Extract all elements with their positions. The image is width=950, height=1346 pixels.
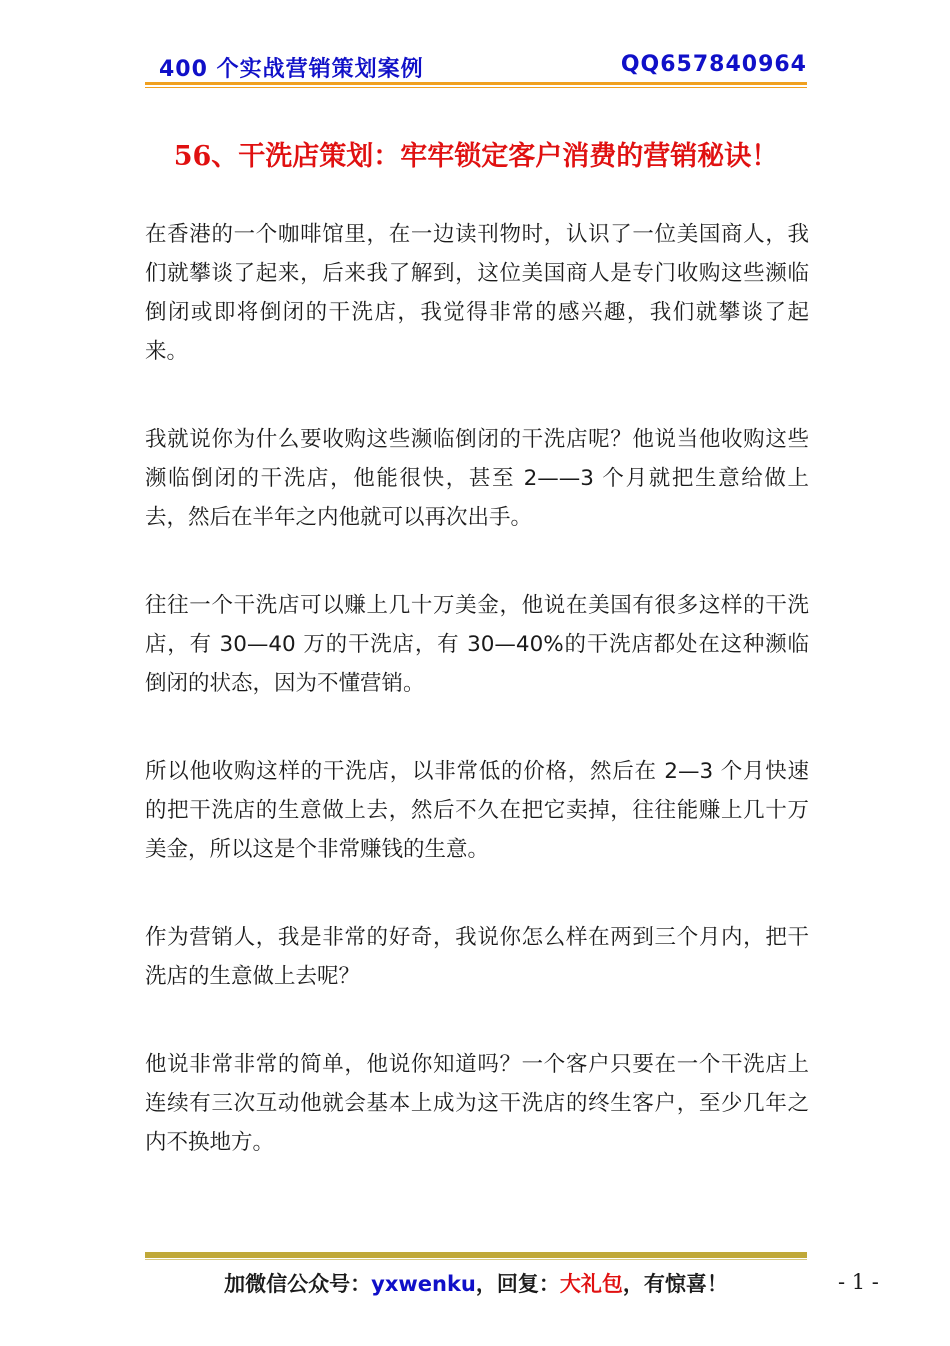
footer-divider — [145, 1252, 807, 1258]
footer-keyword: 大礼包 — [559, 1272, 623, 1296]
header-series-title: 400 个实战营销策划案例 — [159, 57, 424, 82]
footer-middle: ，回复： — [475, 1272, 560, 1296]
paragraph: 往往一个干洗店可以赚上几十万美金，他说在美国有很多这样的干洗店，有 30—40 万的干洗店，有 30—40%的干洗店都处在这种濒临倒闭的状态，因为不懂营销。 — [145, 593, 809, 696]
article-body — [145, 215, 809, 1211]
paragraph: 所以他收购这样的干洗店，以非常低的价格，然后在 2—3 个月快速的把干洗店的生意做上去，然后不久在把它卖掉，往往能赚上几十万美金，所以这是个非常赚钱的生意。 — [145, 759, 809, 862]
page-number: - 1 - — [838, 1270, 879, 1294]
header-divider-thin — [145, 87, 807, 88]
page-header — [145, 50, 807, 82]
footer-suffix: ，有惊喜！ — [622, 1272, 728, 1296]
paragraph: 在香港的一个咖啡馆里，在一边读刊物时，认识了一位美国商人，我们就攀谈了起来，后来我了解到，这位美国商人是专门收购这些濒临倒闭或即将倒闭的干洗店，我觉得非常的感兴趣，我们就攀谈了起来。 — [145, 222, 809, 364]
article-title: 56、干洗店策划：牢牢锁定客户消费的营销秘诀！ — [173, 141, 779, 172]
footer-prefix: 加微信公众号： — [224, 1272, 372, 1296]
page-footer — [145, 1268, 807, 1298]
footer-account: yxwenku — [371, 1272, 476, 1296]
paragraph: 我就说你为什么要收购这些濒临倒闭的干洗店呢？他说当他收购这些濒临倒闭的干洗店，他能很快，甚至 2——3 个月就把生意给做上去，然后在半年之内他就可以再次出手。 — [145, 427, 809, 530]
paragraph: 他说非常非常的简单，他说你知道吗？一个客户只要在一个干洗店上连续有三次互动他就会基本上成为这干洗店的终生客户，至少几年之内不换地方。 — [145, 1052, 809, 1155]
header-qq-number: QQ657840964 — [620, 52, 807, 77]
header-divider — [145, 82, 807, 85]
paragraph: 作为营销人，我是非常的好奇，我说你怎么样在两到三个月内，把干洗店的生意做上去呢？ — [145, 925, 809, 989]
footer-divider-thin — [145, 1259, 807, 1260]
